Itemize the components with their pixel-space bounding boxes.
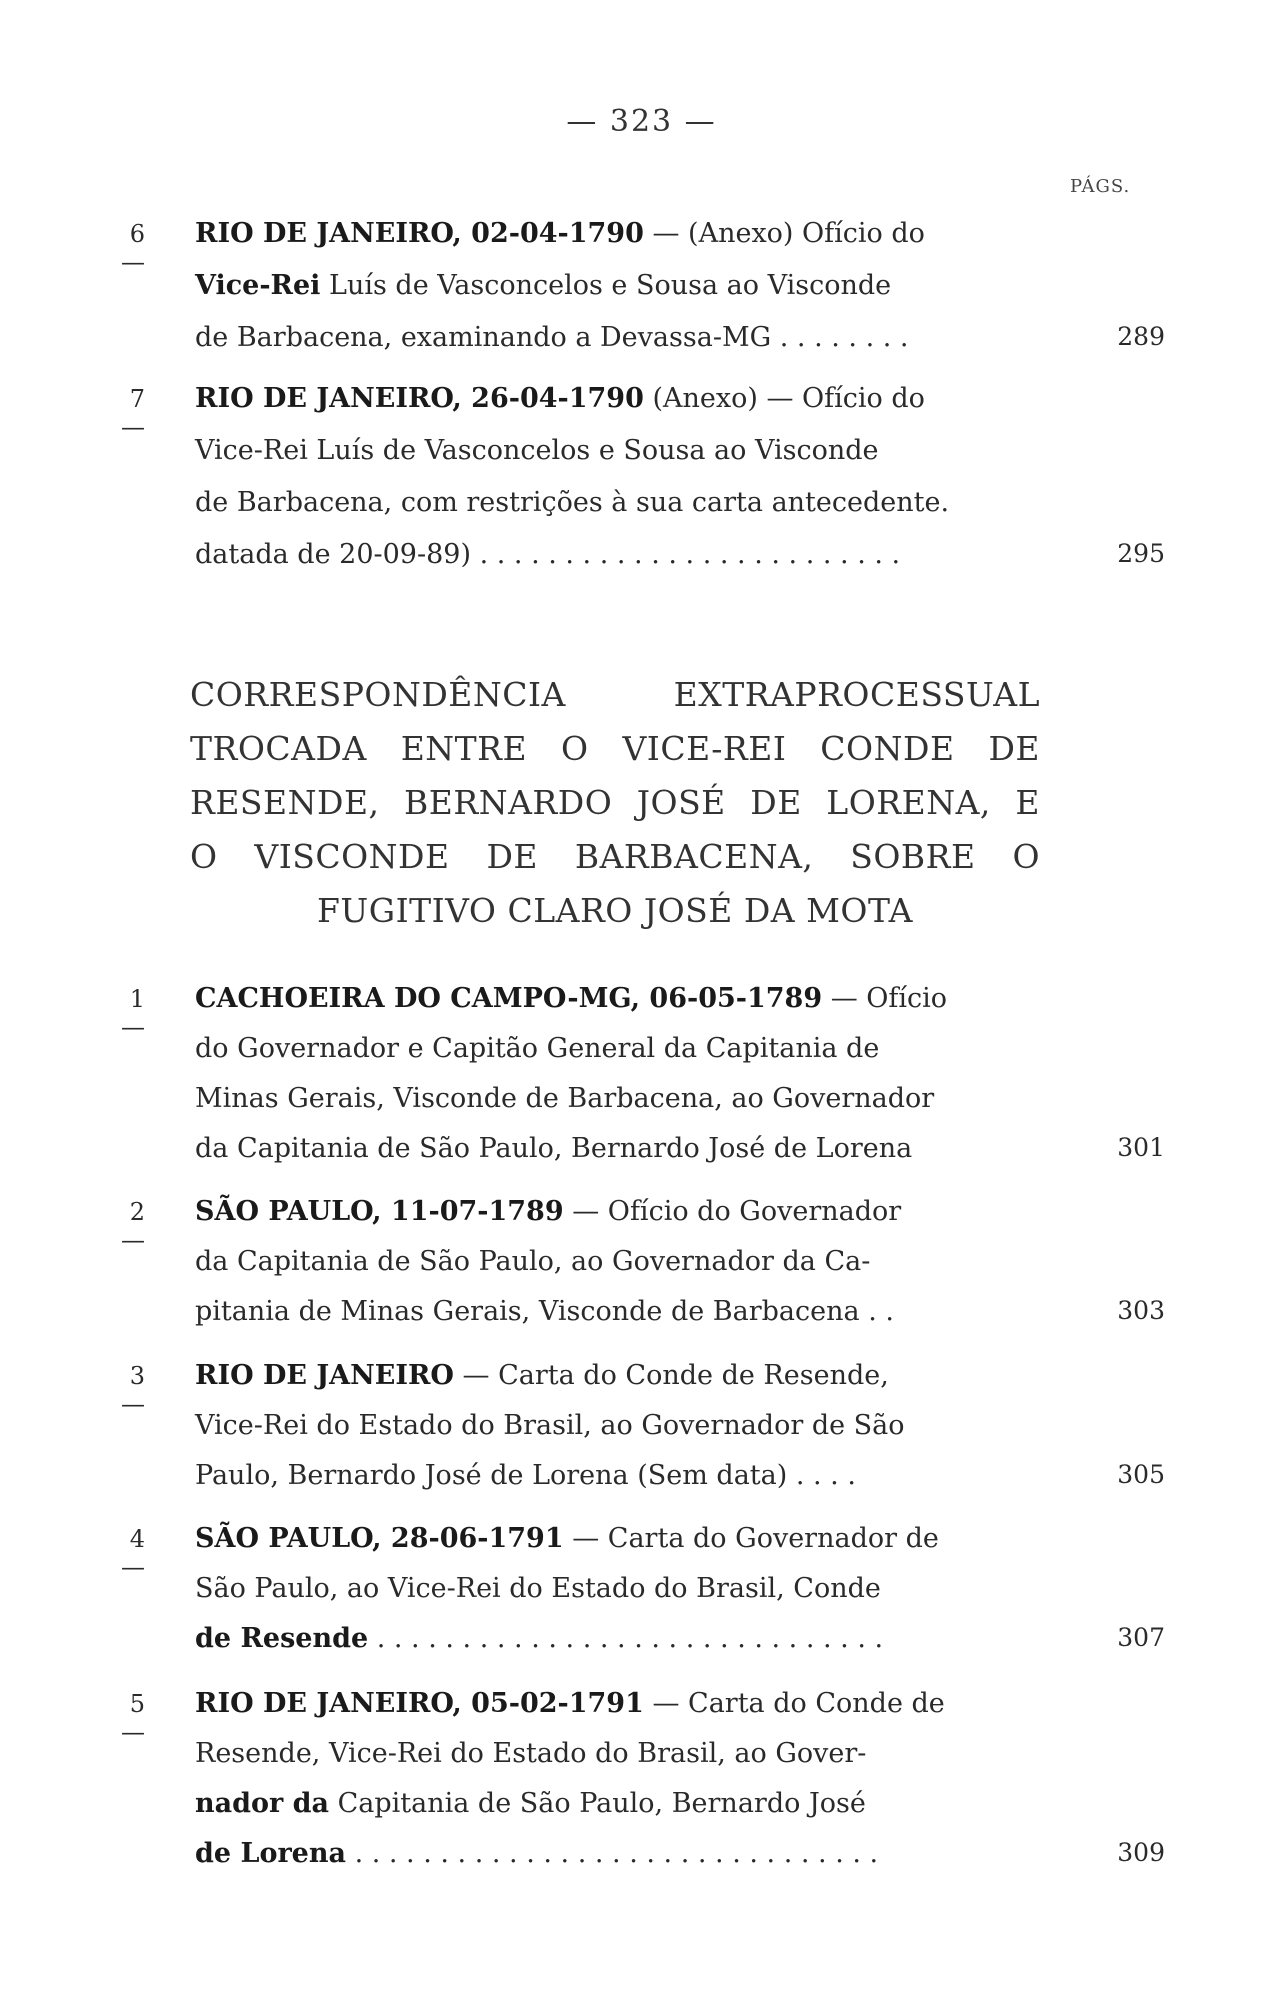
page-reference: 289 xyxy=(1117,322,1165,351)
entry-number: 6 — xyxy=(121,220,145,276)
entry-line xyxy=(195,1025,1135,1073)
entry-line-text: Minas Gerais, Visconde de Barbacena, ao Governador xyxy=(195,1083,935,1114)
entry-number: 2 — xyxy=(121,1198,145,1254)
entry-line-bold: Vice-Rei xyxy=(195,270,321,301)
entry-line xyxy=(195,1238,1135,1286)
entry-line xyxy=(195,1565,1135,1613)
entry-line xyxy=(195,314,1135,362)
entry-line xyxy=(195,1288,1135,1336)
entry-line xyxy=(195,531,1135,579)
entry-line-text: — Carta do Conde de xyxy=(643,1688,945,1719)
entry-number: 4 — xyxy=(121,1525,145,1581)
entry-line xyxy=(195,1780,1135,1828)
heading-line: RESENDE, BERNARDO JOSÉ DE LORENA, E xyxy=(190,783,1040,822)
heading-line: CORRESPONDÊNCIA EXTRAPROCESSUAL xyxy=(190,675,1040,714)
page-reference: 295 xyxy=(1117,539,1165,568)
entry-line-text: datada de 20-09-89) . . . . . . . . . . . . . . . . . . . . . . . . . xyxy=(195,539,901,570)
entry-line-text: Paulo, Bernardo José de Lorena (Sem data) . . . . xyxy=(195,1460,856,1491)
heading-line: O VISCONDE DE BARBACENA, SOBRE O xyxy=(190,837,1040,876)
entry-line-text: de Barbacena, examinando a Devassa-MG . . . . . . . . xyxy=(195,322,909,353)
entry-line xyxy=(195,1402,1135,1450)
entry-line xyxy=(195,1680,1135,1728)
entry-line-bold: RIO DE JANEIRO, 02-04-1790 xyxy=(195,218,644,249)
entry-line xyxy=(195,427,1135,475)
entry-line-text: da Capitania de São Paulo, ao Governador da Ca- xyxy=(195,1246,871,1277)
entry-line-text: . . . . . . . . . . . . . . . . . . . . . . . . . . . . . . xyxy=(368,1623,884,1654)
entry-line xyxy=(195,1515,1135,1563)
section-heading xyxy=(190,668,1040,938)
entry-line-text: do Governador e Capitão General da Capitania de xyxy=(195,1033,880,1064)
entry-line-bold: RIO DE JANEIRO xyxy=(195,1360,454,1391)
entry-line xyxy=(195,1830,1135,1878)
page-reference: 305 xyxy=(1117,1460,1165,1489)
page-reference: 307 xyxy=(1117,1623,1165,1652)
entry-number: 7 — xyxy=(121,385,145,441)
entry-line xyxy=(195,262,1135,310)
entry-line-text: (Anexo) — Ofício do xyxy=(643,383,925,414)
entry-line-text: Luís de Vasconcelos e Sousa ao Visconde xyxy=(320,270,892,301)
page-reference: 303 xyxy=(1117,1296,1165,1325)
entry-number: 3 — xyxy=(121,1362,145,1418)
entry-line xyxy=(195,1452,1135,1500)
entry-line xyxy=(195,210,1135,258)
entry-line-text: — Ofício do Governador xyxy=(563,1196,902,1227)
entry-number: 1 — xyxy=(121,985,145,1041)
entry-line-bold: de Lorena xyxy=(195,1838,346,1869)
entry-line xyxy=(195,975,1135,1023)
entry-line-text: . . . . . . . . . . . . . . . . . . . . . . . . . . . . . . . xyxy=(345,1838,879,1869)
entry-line xyxy=(195,1075,1135,1123)
entry-line-text: da Capitania de São Paulo, Bernardo José de Lorena xyxy=(195,1133,913,1164)
entry-line-bold: RIO DE JANEIRO, 05-02-1791 xyxy=(195,1688,644,1719)
entry-line-bold: de Resende xyxy=(195,1623,369,1654)
entry-line-bold: SÃO PAULO, 28-06-1791 xyxy=(195,1523,564,1554)
entry-line-bold: SÃO PAULO, 11-07-1789 xyxy=(195,1196,564,1227)
entry-line-text: de Barbacena, com restrições à sua carta antecedente. xyxy=(195,487,950,518)
entry-line-text: — Carta do Conde de Resende, xyxy=(453,1360,889,1391)
entry-line-text: Vice-Rei Luís de Vasconcelos e Sousa ao Visconde xyxy=(195,435,879,466)
entry-line xyxy=(195,375,1135,423)
entry-line-text: — Carta do Governador de xyxy=(563,1523,939,1554)
entry-number: 5 — xyxy=(121,1690,145,1746)
entry-line xyxy=(195,1730,1135,1778)
page-number: — 323 — xyxy=(566,104,717,139)
entry-line xyxy=(195,479,1135,527)
entry-line-text: São Paulo, ao Vice-Rei do Estado do Brasil, Conde xyxy=(195,1573,881,1604)
entry-line-bold: CACHOEIRA DO CAMPO-MG, 06-05-1789 xyxy=(195,983,823,1014)
page-reference: 309 xyxy=(1117,1838,1165,1867)
entry-line xyxy=(195,1615,1135,1663)
entry-line-text: — (Anexo) Ofício do xyxy=(643,218,925,249)
entry-line-text: — Ofício xyxy=(822,983,948,1014)
entry-line-bold: nador da xyxy=(195,1788,330,1819)
entry-line-text: pitania de Minas Gerais, Visconde de Barbacena . . xyxy=(195,1296,894,1327)
pags-label: PÁGS. xyxy=(1070,176,1131,197)
entry-line-bold: RIO DE JANEIRO, 26-04-1790 xyxy=(195,383,644,414)
entry-line-text: Vice-Rei do Estado do Brasil, ao Governador de São xyxy=(195,1410,905,1441)
entry-line-text: Capitania de São Paulo, Bernardo José xyxy=(329,1788,866,1819)
entry-line xyxy=(195,1188,1135,1236)
entry-line-text: Resende, Vice-Rei do Estado do Brasil, ao Gover- xyxy=(195,1738,867,1769)
page-reference: 301 xyxy=(1117,1133,1165,1162)
entry-line xyxy=(195,1352,1135,1400)
heading-line: TROCADA ENTRE O VICE-REI CONDE DE xyxy=(190,729,1040,768)
entry-line xyxy=(195,1125,1135,1173)
heading-line: FUGITIVO CLARO JOSÉ DA MOTA xyxy=(317,891,913,930)
